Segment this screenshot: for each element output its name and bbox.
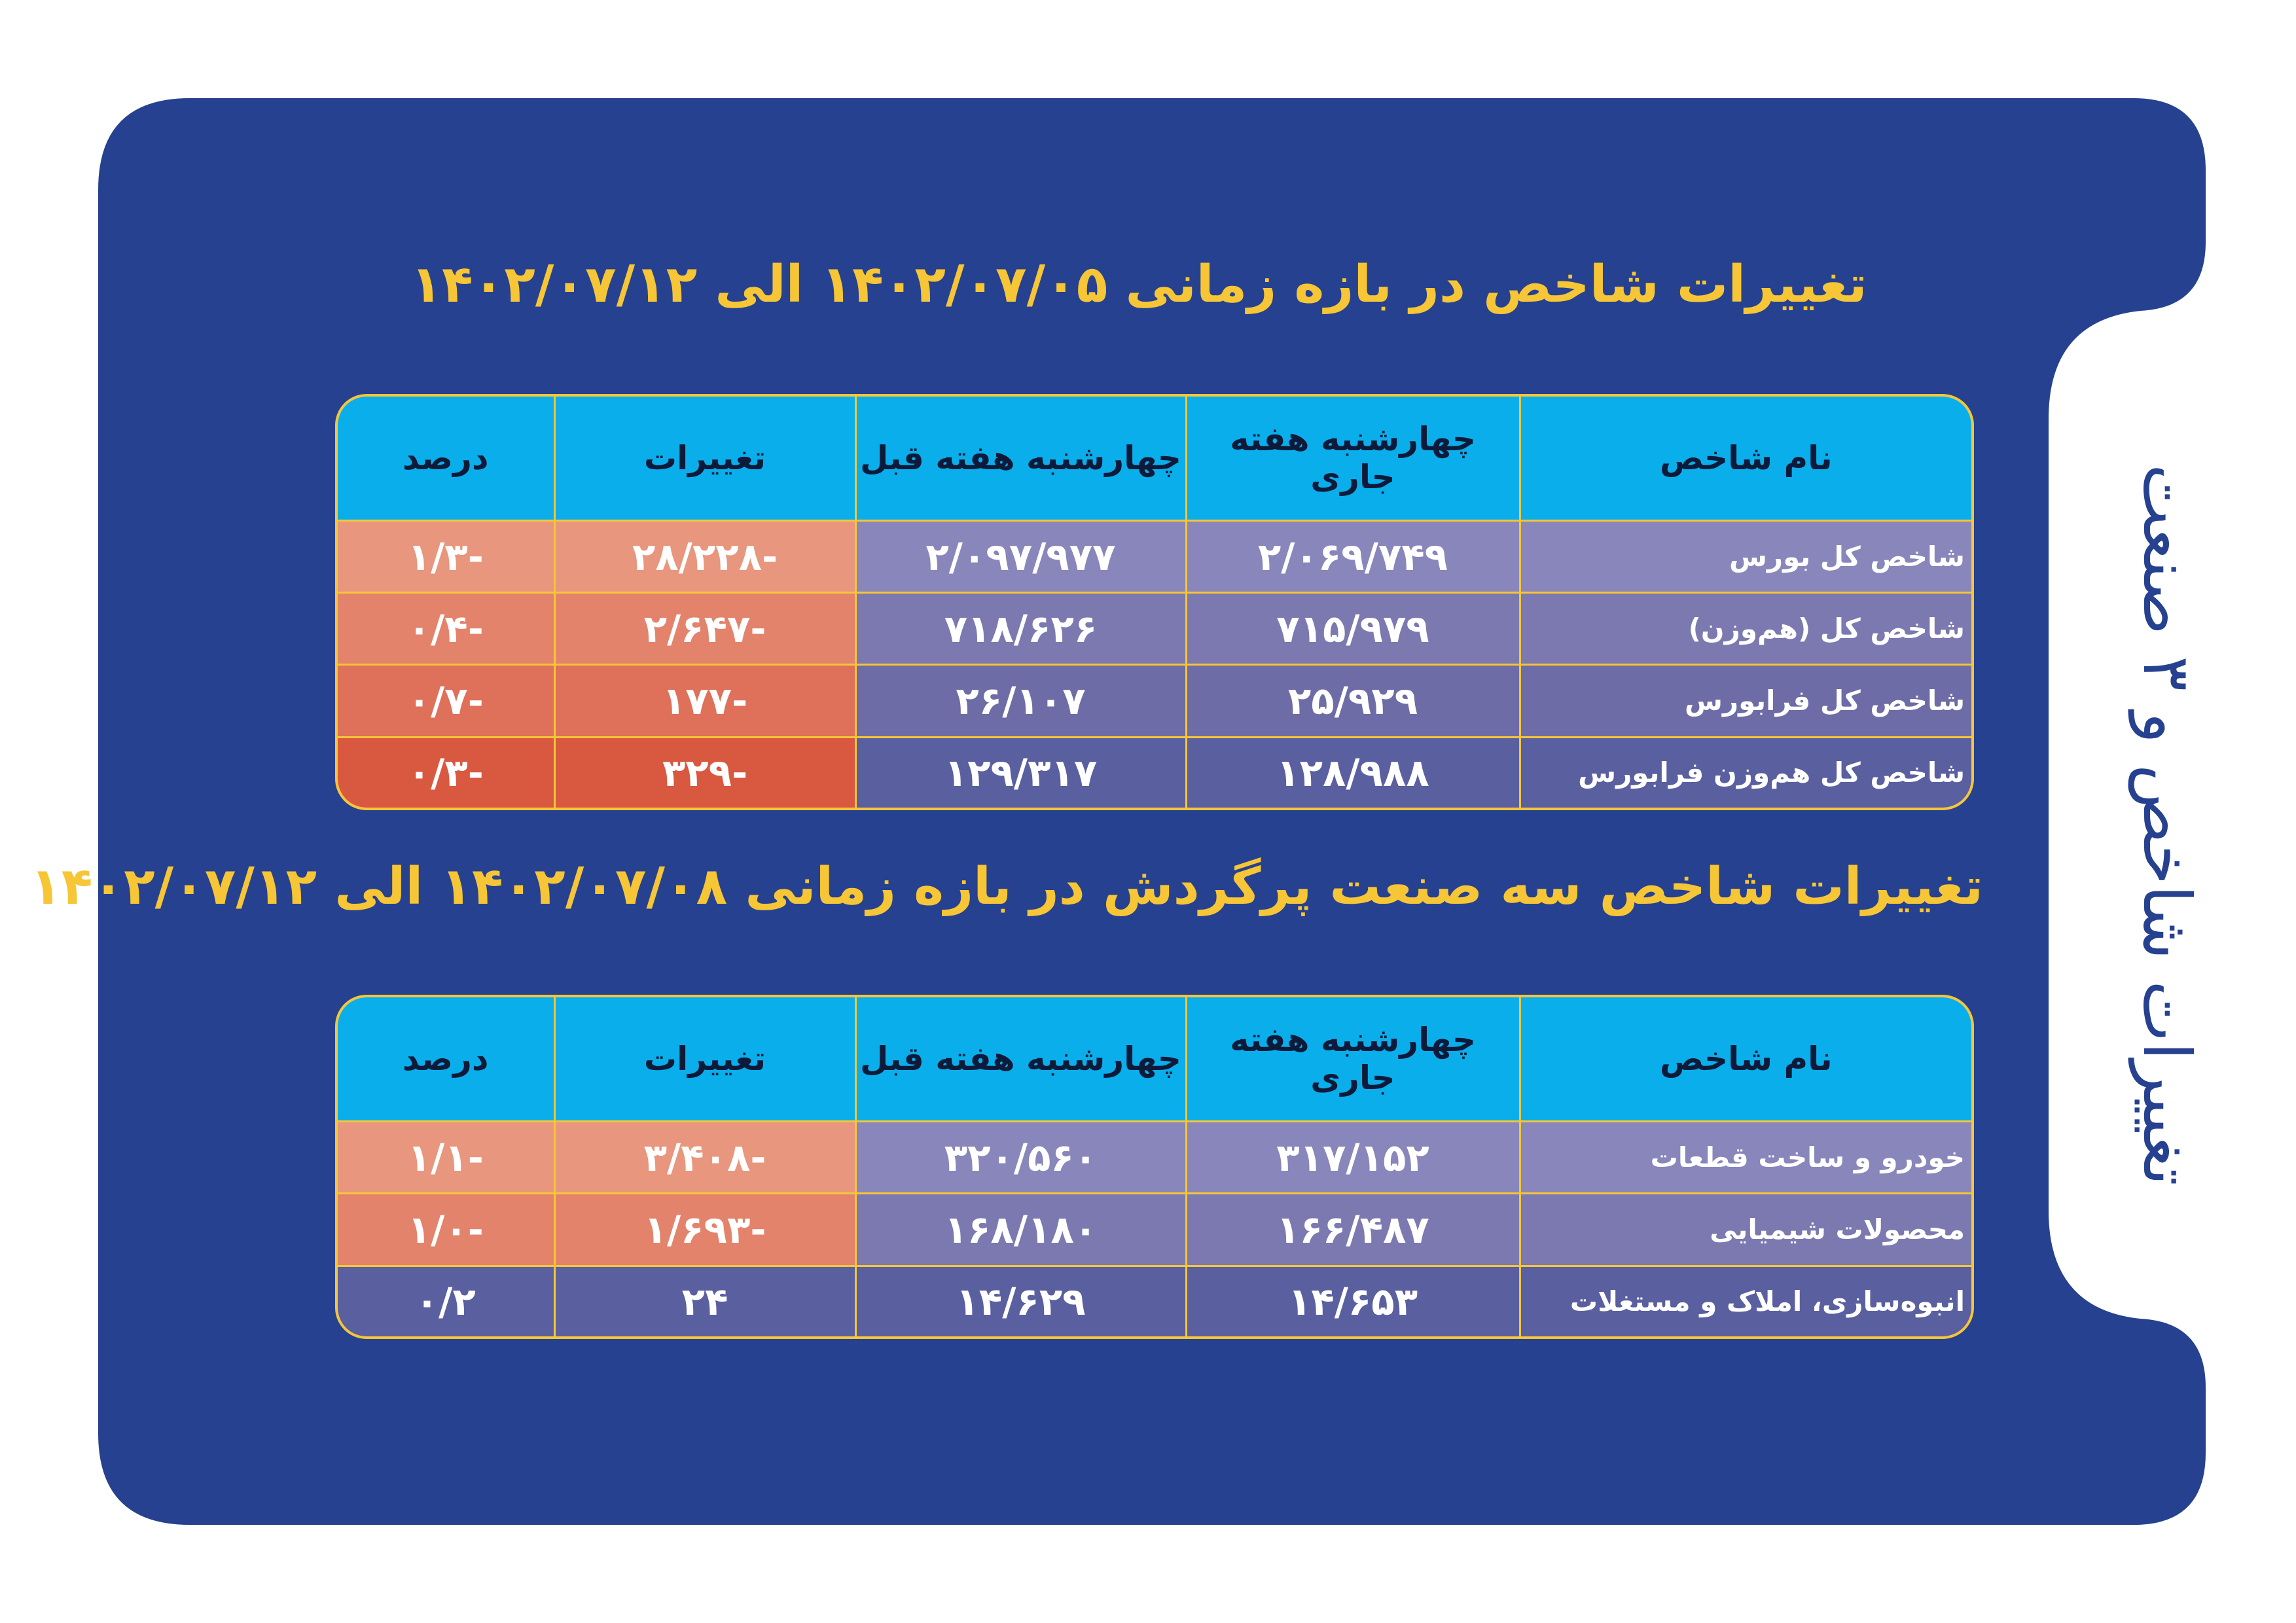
cell-name: انبوه‌سازی، املاک و مستغلات — [1520, 1266, 1971, 1336]
table-row — [338, 665, 1971, 737]
industry-changes-table — [335, 995, 1974, 1339]
index-changes-table — [335, 394, 1974, 810]
header-current-week: چهارشنبه هفته جاری — [1186, 397, 1520, 521]
table-header-row — [338, 397, 1971, 521]
cell-current: ۱۲۸/۹۸۸ — [1186, 737, 1520, 808]
cell-change: -۲۸/۲۲۸ — [554, 521, 855, 593]
cell-name: شاخص کل بورس — [1520, 521, 1971, 593]
cell-current: ۱۶۶/۴۸۷ — [1186, 1194, 1520, 1266]
header-index-name: نام شاخص — [1520, 997, 1971, 1122]
table-row — [338, 1194, 1971, 1266]
cell-name: شاخص کل (هم‌وزن) — [1520, 593, 1971, 665]
cell-change: -۱۷۷ — [554, 665, 855, 737]
cell-previous: ۱۲۹/۳۱۷ — [855, 737, 1186, 808]
cell-change: ۲۴ — [554, 1266, 855, 1336]
header-current-week: چهارشنبه هفته جاری — [1186, 997, 1520, 1122]
cell-name: شاخص کل هم‌وزن فرابورس — [1520, 737, 1971, 808]
table-row — [338, 1266, 1971, 1336]
cell-name: خودرو و ساخت قطعات — [1520, 1122, 1971, 1194]
header-change: تغییرات — [554, 997, 855, 1122]
header-percent: درصد — [338, 997, 554, 1122]
cell-change: -۳۲۹ — [554, 737, 855, 808]
header-index-name: نام شاخص — [1520, 397, 1971, 521]
cell-name: شاخص کل فرابورس — [1520, 665, 1971, 737]
cell-previous: ۱۶۸/۱۸۰ — [855, 1194, 1186, 1266]
cell-current: ۲۵/۹۲۹ — [1186, 665, 1520, 737]
cell-current: ۱۴/۶۵۳ — [1186, 1266, 1520, 1336]
table-row — [338, 521, 1971, 593]
cell-percent: -۰/۴ — [338, 593, 554, 665]
cell-current: ۲/۰۶۹/۷۴۹ — [1186, 521, 1520, 593]
header-previous-week: چهارشنبه هفته قبل — [855, 997, 1186, 1122]
cell-name: محصولات شیمیایی — [1520, 1194, 1971, 1266]
table-row — [338, 593, 1971, 665]
side-title: تغییرات شاخص و ۳ صنعت — [2128, 463, 2205, 1186]
table-row — [338, 1122, 1971, 1194]
cell-current: ۷۱۵/۹۷۹ — [1186, 593, 1520, 665]
cell-change: -۱/۶۹۳ — [554, 1194, 855, 1266]
cell-current: ۳۱۷/۱۵۲ — [1186, 1122, 1520, 1194]
header-previous-week: چهارشنبه هفته قبل — [855, 397, 1186, 521]
cell-percent: -۰/۳ — [338, 737, 554, 808]
table-row — [338, 737, 1971, 808]
cell-previous: ۲/۰۹۷/۹۷۷ — [855, 521, 1186, 593]
header-percent: درصد — [338, 397, 554, 521]
cell-percent: -۰/۷ — [338, 665, 554, 737]
cell-percent: -۱/۰ — [338, 1194, 554, 1266]
cell-change: -۳/۴۰۸ — [554, 1122, 855, 1194]
cell-percent: -۱/۳ — [338, 521, 554, 593]
table2-title: تغییرات شاخص سه صنعت پرگردش در بازه زمانی ۱۴۰۲/۰۷/۰۸ الی ۱۴۰۲/۰۷/۱۲ — [30, 857, 1983, 916]
cell-previous: ۲۶/۱۰۷ — [855, 665, 1186, 737]
cell-percent: ۰/۲ — [338, 1266, 554, 1336]
cell-percent: -۱/۱ — [338, 1122, 554, 1194]
header-change: تغییرات — [554, 397, 855, 521]
cell-previous: ۱۴/۶۲۹ — [855, 1266, 1186, 1336]
cell-previous: ۷۱۸/۶۲۶ — [855, 593, 1186, 665]
table-header-row — [338, 997, 1971, 1122]
cell-change: -۲/۶۴۷ — [554, 593, 855, 665]
cell-previous: ۳۲۰/۵۶۰ — [855, 1122, 1186, 1194]
table1-title: تغییرات شاخص در بازه زمانی ۱۴۰۲/۰۷/۰۵ الی ۱۴۰۲/۰۷/۱۲ — [410, 255, 1867, 314]
